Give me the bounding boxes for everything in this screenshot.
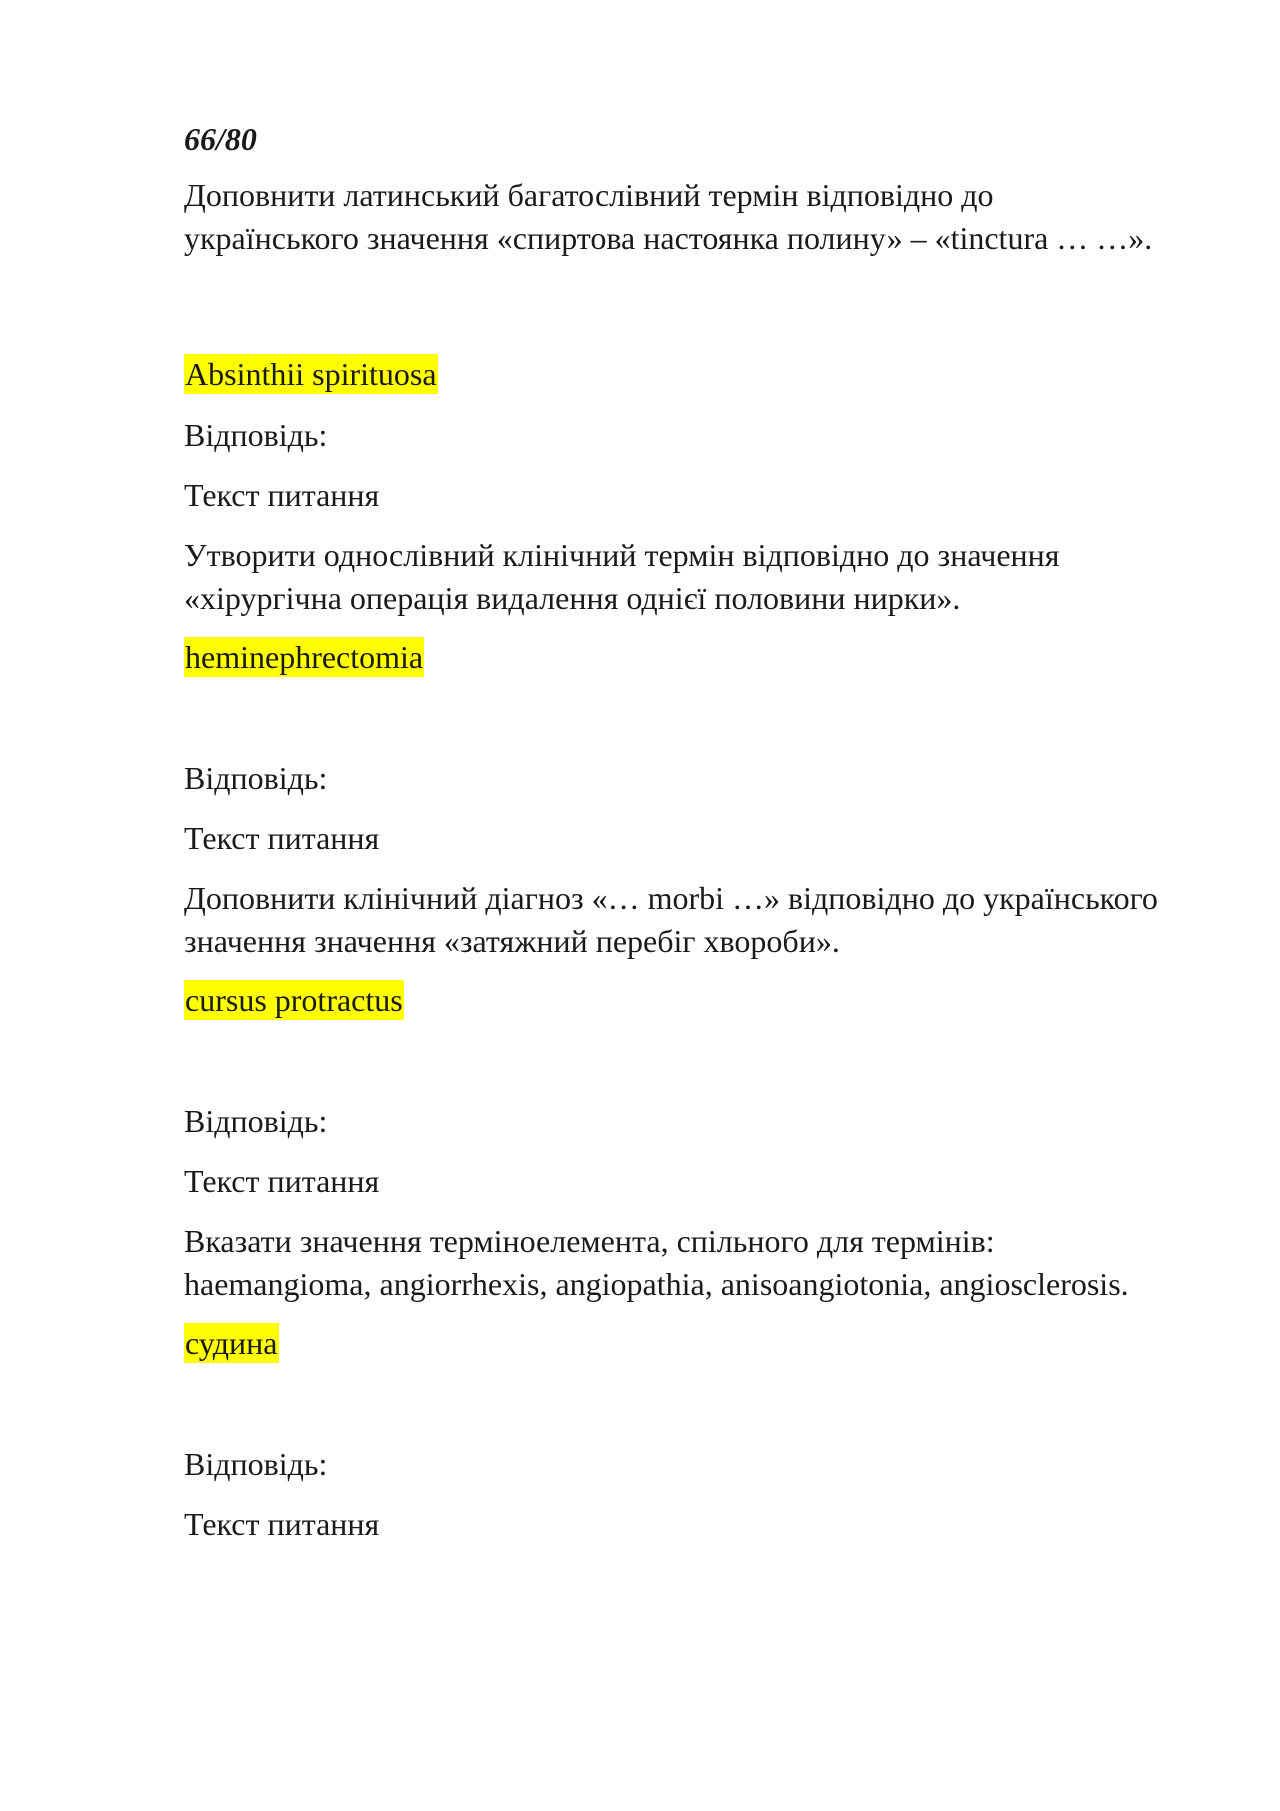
spacer [184,697,1174,757]
spacer [184,277,1174,354]
highlighted-answer: Absinthii spirituosa [185,356,437,392]
answer-label: Відповідь: [184,1446,328,1482]
highlighted-answer: судина [185,1325,278,1361]
question-text: Вказати значення терміноелемента, спільного для термінів: haemangioma, angiorrhexis, angiopathia, anisoangiotonia, angiosclerosis. [184,1223,1129,1302]
document-page [184,118,1174,1563]
answer-label: Відповідь: [184,1103,328,1139]
question-text: Утворити однослівний клінічний термін відповідно до значення «хірургічна операція видалення однієї половини нирки». [184,537,1060,616]
question-label: Текст питання [184,1163,380,1199]
answer-label: Відповідь: [184,417,328,453]
answer-label: Відповідь: [184,760,328,796]
answer-row [184,637,1174,680]
answer-row [184,1323,1174,1366]
answer-row [184,354,1174,397]
question-counter: 66/80 [184,121,257,157]
highlighted-answer: heminephrectomia [185,639,424,675]
question-text: Доповнити латинський багатослівний термін відповідно до українського значення «спиртова настоянка полину» – «tinctura … …». [184,177,1153,256]
question-text: Доповнити клінічний діагноз «… morbi …» відповідно до українського значення значення «затяжний перебіг хвороби». [184,880,1158,959]
spacer [184,1040,1174,1100]
question-label: Текст питання [184,820,380,856]
question-label: Текст питання [184,477,380,513]
answer-row [184,980,1174,1023]
question-label: Текст питання [184,1506,380,1542]
highlighted-answer: cursus protractus [185,982,403,1018]
spacer [184,1383,1174,1443]
